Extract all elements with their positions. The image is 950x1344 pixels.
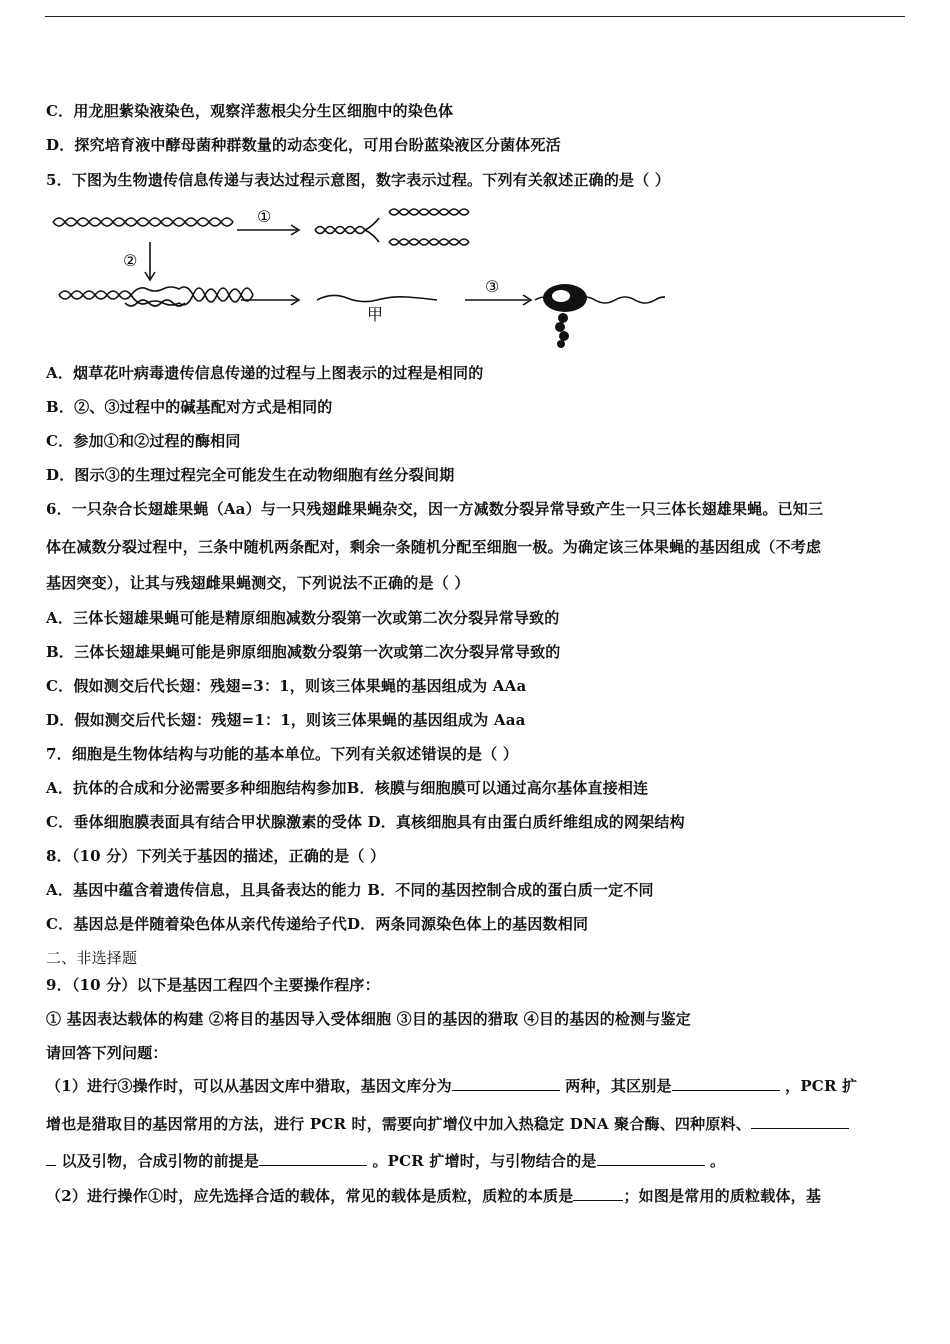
q9-part1-text-a: （1）进行③操作时，可以从基因文库中猎取，基因文库分为: [46, 1077, 452, 1095]
section-heading: 二、非选择题: [46, 949, 138, 967]
answer-blank-pcr-materials[interactable]: [751, 1114, 849, 1129]
q5-option-c: C．参加①和②过程的酶相同: [46, 432, 241, 450]
answer-blank-library-difference[interactable]: [672, 1076, 780, 1091]
answer-blank-library-types[interactable]: [452, 1076, 560, 1091]
q6-option-c: C．假如测交后代长翅：残翅=3：1，则该三体果蝇的基因组成为 AAa: [46, 677, 527, 695]
q8-options-cd: C．基因总是伴随着染色体从亲代传递给子代D．两条同源染色体上的基因数相同: [46, 915, 589, 933]
q9-part1-text-e: 以及引物，合成引物的前提是: [61, 1152, 260, 1170]
question-5-stem: 5．下图为生物遗传信息传递与表达过程示意图，数字表示过程。下列有关叙述正确的是（ ）: [46, 171, 671, 189]
question-9-stem: 9．（10 分）以下是基因工程四个主要操作程序：: [46, 976, 380, 994]
q5-option-b: B．②、③过程中的碱基配对方式是相同的: [46, 398, 333, 416]
process-3-label: ③: [485, 277, 500, 296]
q5-option-a: A．烟草花叶病毒遗传信息传递的过程与上图表示的过程是相同的: [46, 364, 484, 382]
answer-blank-primer-premise[interactable]: [259, 1151, 367, 1166]
q9-part2-text-a: （2）进行操作①时，应先选择合适的载体，常见的载体是质粒，质粒的本质是: [46, 1187, 574, 1205]
q9-part1-line1: [46, 1076, 857, 1096]
process-2-label: ②: [123, 251, 138, 270]
q9-part1-text-f: 。PCR 扩增时，与引物结合的是: [372, 1152, 597, 1170]
q6-option-d: D．假如测交后代长翅：残翅=1：1，则该三体果蝇的基因组成为 Aaa: [46, 711, 526, 729]
q9-instruction: 请回答下列问题：: [46, 1044, 168, 1062]
q9-part1-text-g: 。: [710, 1152, 726, 1170]
question-6-stem-1: 6．一只杂合长翅雄果蝇（Aa）与一只残翅雌果蝇杂交，因一方减数分裂异常导致产生一只三体长翅雄果蝇。已知三: [46, 500, 824, 518]
q9-part1-text-c: ，PCR 扩: [785, 1077, 858, 1095]
q6-option-b: B．三体长翅雄果蝇可能是卵原细胞减数分裂第一次或第二次分裂异常导致的: [46, 643, 561, 661]
mrna-strand: [317, 295, 437, 301]
answer-blank-primer-binding[interactable]: [597, 1151, 705, 1166]
question-7-stem: 7．细胞是生物体结构与功能的基本单位。下列有关叙述错误的是（ ）: [46, 745, 519, 763]
q9-part2-text-b: ；如图是常用的质粒载体，基: [623, 1187, 822, 1205]
q6-option-a: A．三体长翅雄果蝇可能是精原细胞减数分裂第一次或第二次分裂异常导致的: [46, 609, 560, 627]
header-rule: [45, 16, 905, 17]
option-c-line: C．用龙胆紫染液染色，观察洋葱根尖分生区细胞中的染色体: [46, 102, 454, 120]
q9-part2-line1: [46, 1186, 821, 1206]
q8-options-ab: A．基因中蕴含着遗传信息，且具备表达的能力 B．不同的基因控制合成的蛋白质一定不同: [46, 881, 654, 899]
mrna-label: 甲: [367, 305, 384, 324]
q9-part1-line2: [46, 1114, 849, 1134]
q7-options-cd: C．垂体细胞膜表面具有结合甲状腺激素的受体 D．真核细胞具有由蛋白质纤维组成的网架结构: [46, 813, 685, 831]
q7-options-ab: A．抗体的合成和分泌需要多种细胞结构参加B．核膜与细胞膜可以通过高尔基体直接相连: [46, 779, 649, 797]
q5-option-d: D．图示③的生理过程完全可能发生在动物细胞有丝分裂间期: [46, 466, 455, 484]
answer-blank-pcr-materials-cont[interactable]: [46, 1151, 56, 1166]
q9-steps: ① 基因表达载体的构建 ②将目的基因导入受体细胞 ③目的基因的猎取 ④目的基因的检测与鉴定: [46, 1010, 691, 1028]
gene-expression-figure: [45, 200, 665, 350]
answer-blank-plasmid-nature[interactable]: [573, 1186, 623, 1201]
q9-part1-text-d: 增也是猎取目的基因常用的方法，进行 PCR 时，需要向扩增仪中加入热稳定 DNA 聚合酶、四种原料、: [46, 1115, 751, 1133]
gene-expression-diagram: [45, 200, 665, 350]
question-6-stem-2: 体在减数分裂过程中，三条中随机两条配对，剩余一条随机分配至细胞一极。为确定该三体果蝇的基因组成（不考虑: [46, 538, 822, 556]
option-d-line: D．探究培育液中酵母菌种群数量的动态变化，可用台盼蓝染液区分菌体死活: [46, 136, 561, 154]
ribosome-icon: [543, 284, 587, 348]
question-6-stem-3: 基因突变），让其与残翅雌果蝇测交，下列说法不正确的是（ ）: [46, 574, 470, 592]
question-8-stem: 8．（10 分）下列关于基因的描述，正确的是（ ）: [46, 847, 386, 865]
q9-part1-line3: [46, 1151, 725, 1171]
process-1-label: ①: [257, 207, 272, 226]
q9-part1-text-b: 两种，其区别是: [565, 1077, 672, 1095]
